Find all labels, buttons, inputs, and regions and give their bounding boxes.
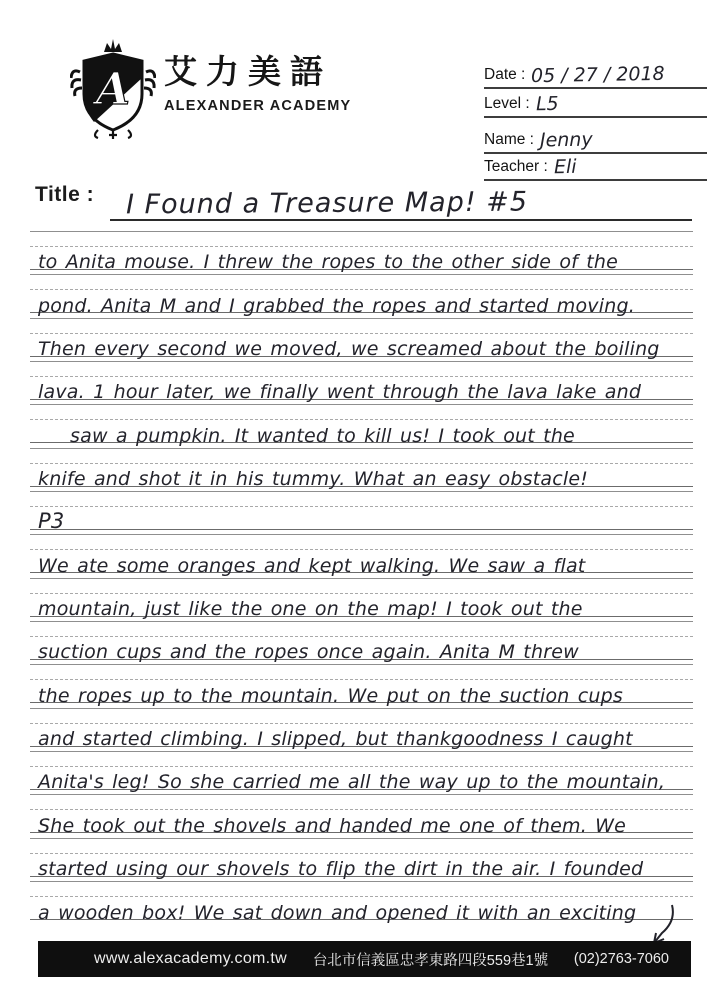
ruled-line: [30, 578, 693, 621]
school-logo-block: [70, 36, 370, 141]
handwritten-line: saw a pumpkin. It wanted to kill us! I took out the: [70, 424, 575, 447]
footer-bar: [38, 941, 691, 977]
essay-title: I Found a Treasure Map! #5: [125, 186, 529, 221]
ruled-line: [30, 448, 693, 491]
handwritten-line: lava. 1 hour later, we finally went through the lava lake and: [38, 381, 642, 404]
handwritten-line: and started climbing. I slipped, but thankgoodness I caught: [38, 728, 633, 751]
title-label: Title :: [35, 183, 95, 206]
ruled-line: [30, 491, 693, 534]
name-label: Name :: [484, 131, 534, 148]
level-value: L5: [535, 92, 559, 116]
ruled-line: [30, 751, 693, 794]
handwritten-line: mountain, just like the one on the map! I took out the: [38, 598, 583, 621]
brand-chinese-name: 艾力美語: [164, 53, 332, 90]
handwritten-line: Then every second we moved, we screamed about the boiling: [38, 338, 660, 361]
ruled-line: [30, 318, 693, 361]
date-field: [484, 50, 707, 89]
handwritten-line: to Anita mouse. I threw the ropes to the other side of the: [38, 251, 619, 274]
footer-website: www.alexacademy.com.tw: [94, 950, 288, 967]
handwritten-line: the ropes up to the mountain. We put on the suction cups: [38, 684, 624, 707]
handwritten-line: started using our shovels to flip the dirt in the air. I founded: [38, 858, 644, 881]
ruled-line: [30, 404, 693, 447]
date-label: Date :: [484, 66, 526, 83]
handwritten-line: suction cups and the ropes once again. Anita M threw: [38, 641, 579, 664]
title-underline: [110, 174, 692, 221]
ruled-line: [30, 274, 693, 317]
essay-body: [30, 231, 693, 925]
ruled-line: [30, 794, 693, 837]
ruled-line: [30, 708, 693, 751]
handwritten-line: knife and shot it in his tummy. What an easy obstacle!: [38, 468, 589, 491]
handwritten-line: We ate some oranges and kept walking. We saw a flat: [38, 554, 586, 577]
handwritten-line: Anita's leg! So she carried me all the way up to the mountain,: [38, 771, 666, 794]
svg-text:A: A: [95, 64, 131, 115]
teacher-value: Eli: [553, 155, 577, 179]
ruled-line: [30, 838, 693, 881]
ruled-line: [30, 231, 693, 274]
level-field: [484, 89, 707, 118]
handwritten-line: pond. Anita M and I grabbed the ropes and started moving.: [38, 294, 635, 317]
brand-english-name: ALEXANDER ACADEMY: [164, 97, 352, 114]
footer-address: 台北市信義區忠孝東路四段559巷1號: [312, 952, 549, 969]
ruled-line: [30, 361, 693, 404]
level-label: Level :: [484, 95, 530, 112]
date-value: 05 / 27 / 2018: [531, 62, 666, 88]
handwritten-line: She took out the shovels and handed me one of them. We: [38, 814, 627, 837]
footer-phone: (02)2763-7060: [573, 951, 669, 967]
handwritten-line: a wooden box! We sat down and opened it with an exciting: [38, 901, 637, 924]
teacher-label: Teacher :: [484, 158, 548, 175]
name-field: [484, 118, 707, 154]
ruled-line: [30, 621, 693, 664]
name-value: Jenny: [539, 128, 593, 152]
header-fields: [484, 50, 707, 181]
ruled-line: [30, 534, 693, 577]
ruled-line: [30, 881, 693, 924]
ruled-line: [30, 664, 693, 707]
paragraph-marker: P3: [38, 509, 65, 534]
crest-logo-icon: [70, 38, 156, 140]
